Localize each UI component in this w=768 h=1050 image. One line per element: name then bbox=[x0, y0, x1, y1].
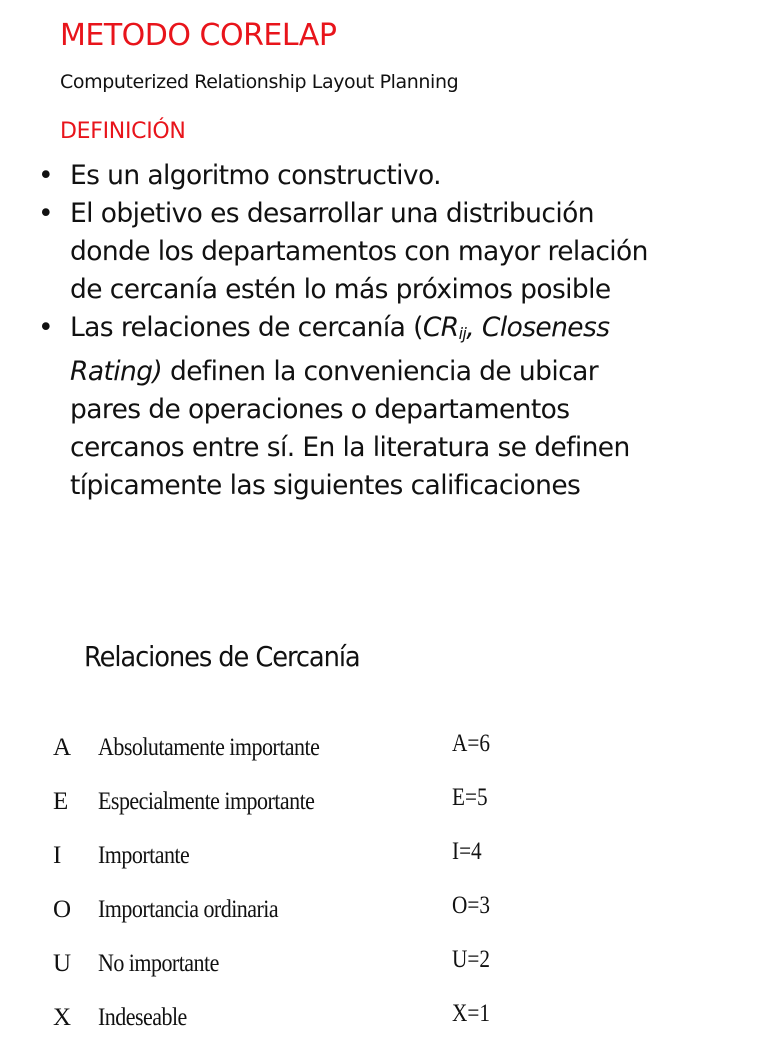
rating-description: Indeseable bbox=[98, 1004, 187, 1031]
rating-description: Especialmente importante bbox=[98, 788, 315, 815]
bullet-line bbox=[70, 309, 756, 353]
bullet-line: El objetivo es desarrollar una distribución bbox=[70, 198, 594, 229]
bullet-marker: • bbox=[38, 312, 54, 343]
bullet-marker: • bbox=[38, 160, 54, 191]
bullet-line: donde los departamentos con mayor relación bbox=[70, 236, 648, 267]
slide-subtitle: Computerized Relationship Layout Planning bbox=[60, 71, 459, 93]
rating-letter: A bbox=[53, 734, 72, 761]
rating-row bbox=[0, 942, 768, 996]
rating-row bbox=[0, 834, 768, 888]
rating-row bbox=[0, 888, 768, 942]
ratings-table bbox=[0, 726, 768, 1050]
bullet-list bbox=[36, 157, 756, 505]
rating-letter: X bbox=[53, 1004, 72, 1031]
cr-subscript: ij bbox=[458, 324, 467, 343]
bullet-item bbox=[36, 309, 756, 505]
rating-letter: O bbox=[53, 896, 72, 923]
ratings-table-title: Relaciones de Cercanía bbox=[84, 640, 360, 673]
rating-letter: I bbox=[53, 842, 62, 869]
rating-description: No importante bbox=[98, 950, 219, 977]
rating-value: E=5 bbox=[452, 784, 488, 811]
bullet-marker: • bbox=[38, 198, 54, 229]
rating-term: Rating) bbox=[70, 356, 163, 387]
rating-value: X=1 bbox=[452, 1000, 490, 1027]
rating-value: I=4 bbox=[452, 838, 482, 865]
slide-title: METODO CORELAP bbox=[60, 18, 337, 53]
rating-description: Absolutamente importante bbox=[98, 734, 320, 761]
bullet-item bbox=[36, 195, 756, 309]
bullet-line: cercanos entre sí. En la literatura se definen bbox=[70, 432, 630, 463]
bullet-item bbox=[36, 157, 756, 195]
rating-value: U=2 bbox=[452, 946, 490, 973]
closeness-term: , Closeness bbox=[466, 312, 610, 343]
section-heading: DEFINICIÓN bbox=[60, 119, 186, 144]
rating-letter: E bbox=[53, 788, 69, 815]
bullet-line: pares de operaciones o departamentos bbox=[70, 394, 570, 425]
bullet-text: Las relaciones de cercanía ( bbox=[70, 312, 423, 343]
rating-row bbox=[0, 726, 768, 780]
rating-value: O=3 bbox=[452, 892, 490, 919]
bullet-line: Es un algoritmo constructivo. bbox=[70, 160, 441, 191]
rating-value: A=6 bbox=[452, 730, 490, 757]
bullet-line: de cercanía estén lo más próximos posible bbox=[70, 274, 611, 305]
rating-letter: U bbox=[53, 950, 72, 977]
rating-row bbox=[0, 996, 768, 1050]
bullet-line: típicamente las siguientes calificaciones bbox=[70, 470, 581, 501]
bullet-line bbox=[70, 353, 756, 391]
rating-description: Importancia ordinaria bbox=[98, 896, 279, 923]
bullet-text: definen la conveniencia de ubicar bbox=[162, 356, 599, 387]
cr-symbol: CR bbox=[422, 312, 459, 343]
rating-description: Importante bbox=[98, 842, 190, 869]
rating-row bbox=[0, 780, 768, 834]
